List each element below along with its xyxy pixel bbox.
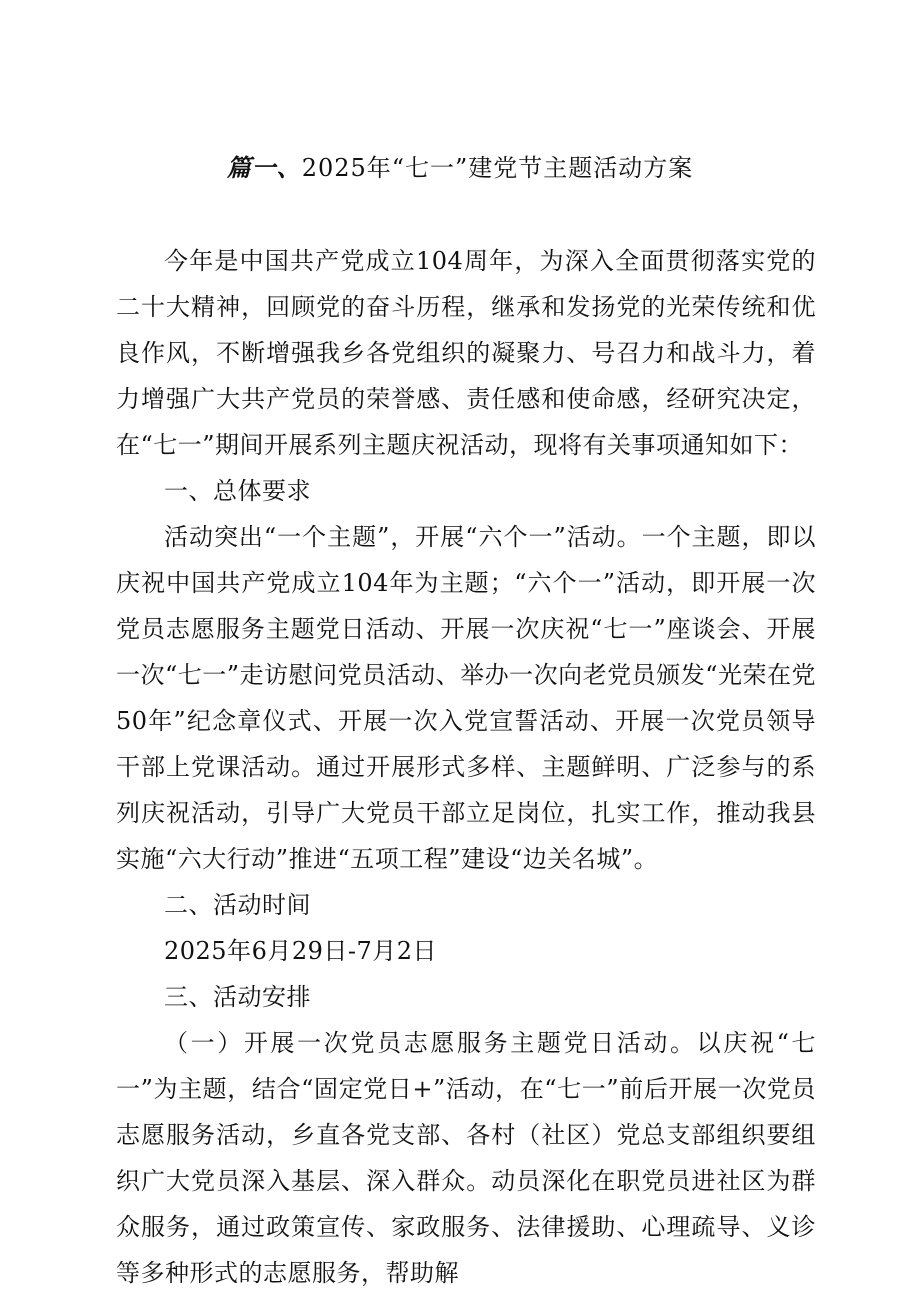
section-heading-activity-arrangement: 三、活动安排 bbox=[164, 983, 311, 1011]
document-title bbox=[0, 148, 920, 188]
activity-time-value: 2025年6月29日-7月2日 bbox=[164, 937, 438, 965]
section-heading-general-requirements: 一、总体要求 bbox=[164, 477, 311, 505]
document-body bbox=[116, 238, 816, 1296]
general-requirements-paragraph: 活动突出“一个主题”，开展“六个一”活动。一个主题，即以庆祝中国共产党成立104年为主题；“六个一”活动，即开展一次党员志愿服务主题党日活动、开展一次庆祝“七一”座谈会、开展一次“七一”走访慰问党员活动、举办一次向老党员颁发“光荣在党50年”纪念章仪式、开展一次入党宣誓活动、开展一次党员领导干部上党课活动。通过开展形式多样、主题鲜明、广泛参与的系列庆祝活动，引导广大党员干部立足岗位，扎实工作，推动我县实施“六大行动”推进“五项工程”建设“边关名城”。 bbox=[116, 523, 816, 873]
section-heading-activity-time: 二、活动时间 bbox=[164, 891, 311, 919]
title-main: 2025年“七一”建党节主题活动方案 bbox=[301, 154, 694, 182]
title-prefix: 篇一、 bbox=[226, 153, 302, 182]
intro-paragraph: 今年是中国共产党成立104周年，为深入全面贯彻落实党的二十大精神，回顾党的奋斗历程，继承和发扬党的光荣传统和优良作风，不断增强我乡各党组织的凝聚力、号召力和战斗力，着力增强广大共产党员的荣誉感、责任感和使命感，经研究决定，在“七一”期间开展系列主题庆祝活动，现将有关事项通知如下： bbox=[116, 247, 816, 459]
arrangement-item-1-paragraph: （一）开展一次党员志愿服务主题党日活动。以庆祝“七一”为主题，结合“固定党日+”活动，在“七一”前后开展一次党员志愿服务活动，乡直各党支部、各村（社区）党总支部组织要组织广大党员深入基层、深入群众。动员深化在职党员进社区为群众服务，通过政策宣传、家政服务、法律援助、心理疏导、义诊等多种形式的志愿服务，帮助解 bbox=[116, 1029, 816, 1287]
